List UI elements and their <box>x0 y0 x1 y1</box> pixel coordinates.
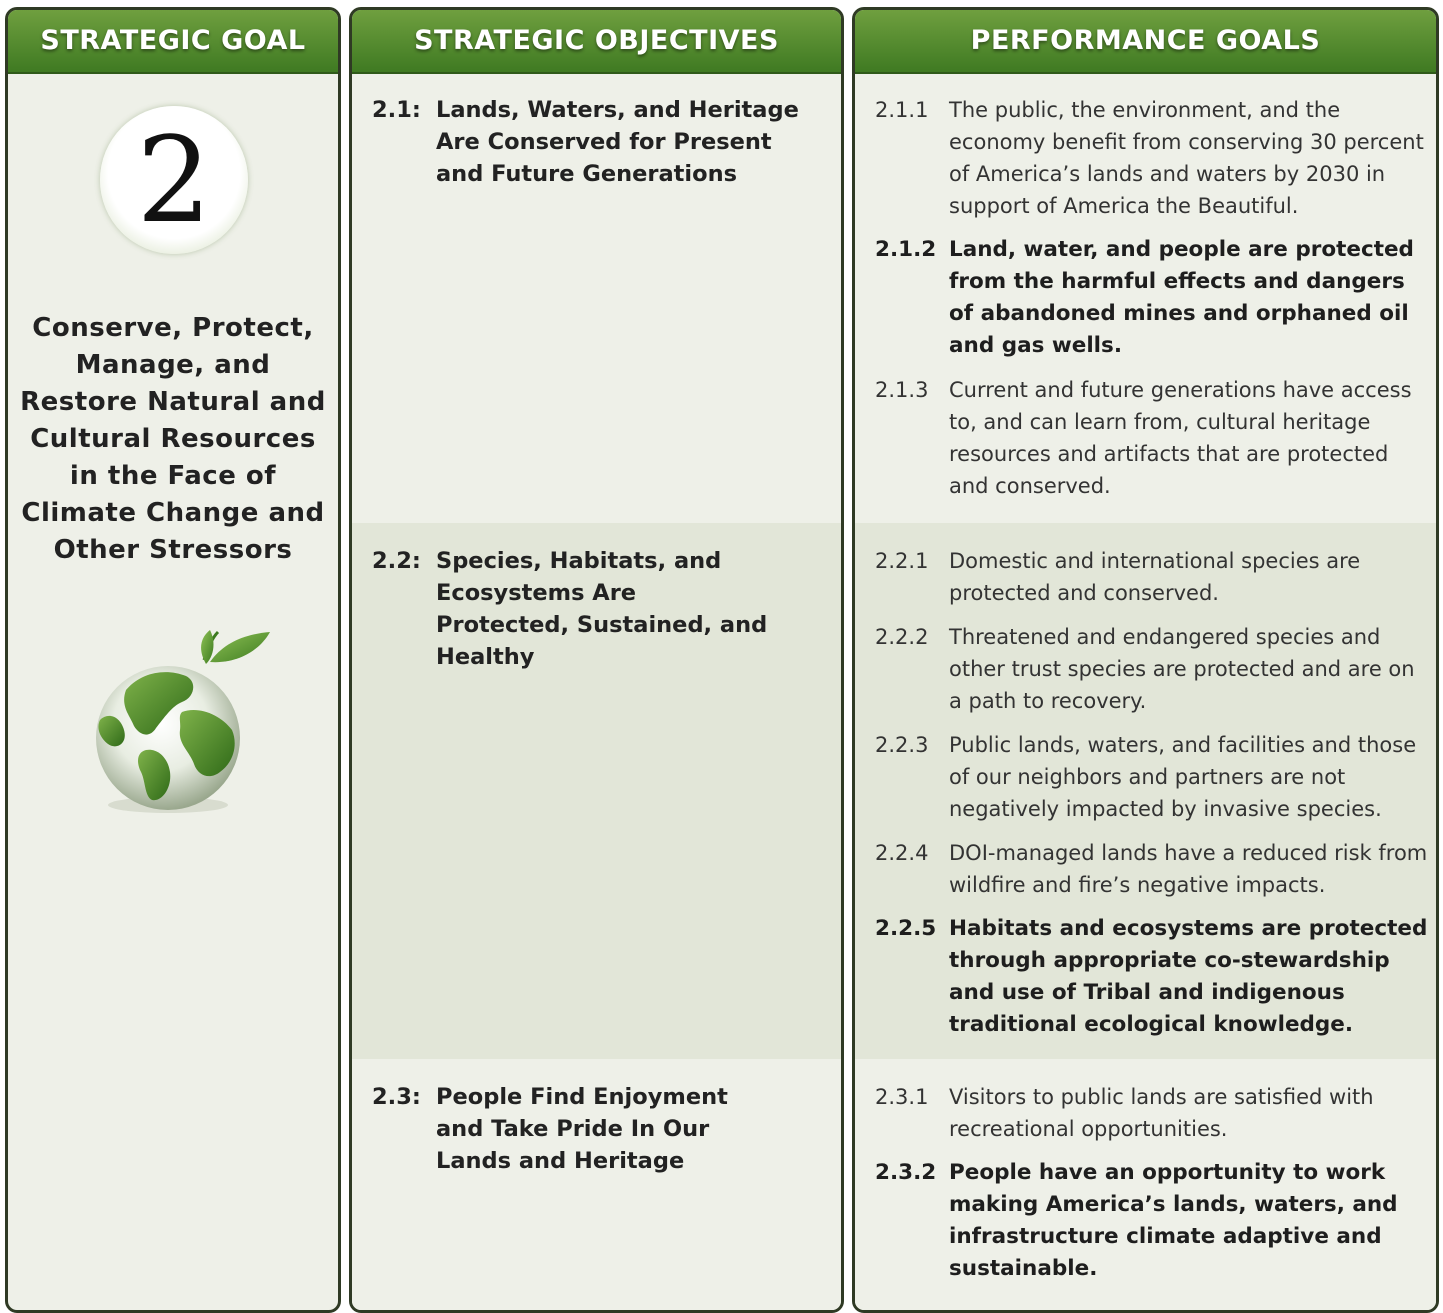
performance-goal-text: Visitors to public lands are satisfied with recreational opportunities. <box>949 1085 1374 1141</box>
performance-goals-header: PERFORMANCE GOALS <box>855 10 1436 74</box>
performance-goal-text: Habitats and ecosystems are protected through appropriate co-stewardship and use of Tribal and indigenous traditional ecological knowledge. <box>949 916 1428 1037</box>
objective-text: People Find Enjoyment and Take Pride In Our Lands and Heritage <box>436 1084 728 1174</box>
performance-goal-text: The public, the environment, and the economy benefit from conserving 30 percent of America’s lands and waters by 2030 in support of America the Beautiful. <box>949 98 1424 218</box>
objective-number: 2.2: <box>372 548 421 574</box>
performance-band-3 <box>855 1059 1436 1313</box>
performance-goal-item <box>875 1157 1428 1285</box>
performance-goal-text: People have an opportunity to work making America’s lands, waters, and infrastructure climate adaptive and sustainable. <box>949 1160 1398 1281</box>
performance-goal-item <box>875 621 1428 717</box>
objective-band-2 <box>352 523 841 1059</box>
performance-goal-number: 2.2.5 <box>875 916 937 941</box>
performance-goal-number: 2.2.2 <box>875 625 929 649</box>
performance-goal-text: Threatened and endangered species and other trust species are protected and are on a path to recovery. <box>949 625 1415 713</box>
objective-item <box>372 545 771 673</box>
strategic-objectives-column <box>349 7 844 1313</box>
performance-goal-number: 2.3.2 <box>875 1160 937 1185</box>
performance-goal-item <box>875 1081 1428 1145</box>
objective-item <box>372 1081 771 1177</box>
objective-number: 2.1: <box>372 97 421 123</box>
performance-goal-item <box>875 374 1428 502</box>
performance-band-2 <box>855 523 1436 1059</box>
performance-goal-text: DOI-managed lands have a reduced risk from wildfire and fire’s negative impacts. <box>949 841 1428 897</box>
performance-goal-item <box>875 913 1428 1041</box>
performance-goal-item <box>875 837 1428 901</box>
performance-goal-number: 2.2.4 <box>875 841 929 865</box>
objective-band-3 <box>352 1059 841 1313</box>
performance-goal-number: 2.1.2 <box>875 237 937 262</box>
performance-goal-text: Current and future generations have access to, and can learn from, cultural heritage resources and artifacts that are protected and conserved. <box>949 378 1412 498</box>
performance-goal-number: 2.1.3 <box>875 378 929 402</box>
goal-number: 2 <box>136 111 212 249</box>
performance-band-1 <box>855 74 1436 523</box>
performance-goal-text: Domestic and international species are protected and conserved. <box>949 549 1361 605</box>
goal-title: Conserve, Protect, Manage, and Restore Natural and Cultural Resources in the Face of Climate Change and Other Stressors <box>20 313 326 565</box>
strategic-goal-header: STRATEGIC GOAL <box>8 10 338 74</box>
performance-goal-item <box>875 545 1428 609</box>
performance-goal-text: Land, water, and people are protected from the harmful effects and dangers of abandoned mines and orphaned oil and gas wells. <box>949 237 1414 358</box>
objective-item <box>372 94 821 190</box>
goal-number-badge <box>100 106 248 254</box>
performance-goal-item <box>875 94 1428 222</box>
objective-band-1 <box>352 74 841 523</box>
performance-goal-item <box>875 729 1428 825</box>
strategic-goal-column <box>5 7 341 1313</box>
performance-goal-number: 2.2.3 <box>875 733 929 757</box>
objective-text: Species, Habitats, and Ecosystems Are Protected, Sustained, and Healthy <box>436 548 768 670</box>
performance-goal-number: 2.3.1 <box>875 1085 929 1109</box>
performance-goal-number: 2.1.1 <box>875 98 929 122</box>
performance-goal-text: Public lands, waters, and facilities and those of our neighbors and partners are not negatively impacted by invasive species. <box>949 733 1417 821</box>
performance-goal-number: 2.2.1 <box>875 549 929 573</box>
globe-leaf-icon <box>86 620 276 820</box>
objective-text: Lands, Waters, and Heritage Are Conserved for Present and Future Generations <box>436 97 799 187</box>
strategic-objectives-header: STRATEGIC OBJECTIVES <box>352 10 841 74</box>
performance-goals-column <box>852 7 1439 1313</box>
objective-number: 2.3: <box>372 1084 421 1110</box>
performance-goal-item <box>875 234 1428 362</box>
